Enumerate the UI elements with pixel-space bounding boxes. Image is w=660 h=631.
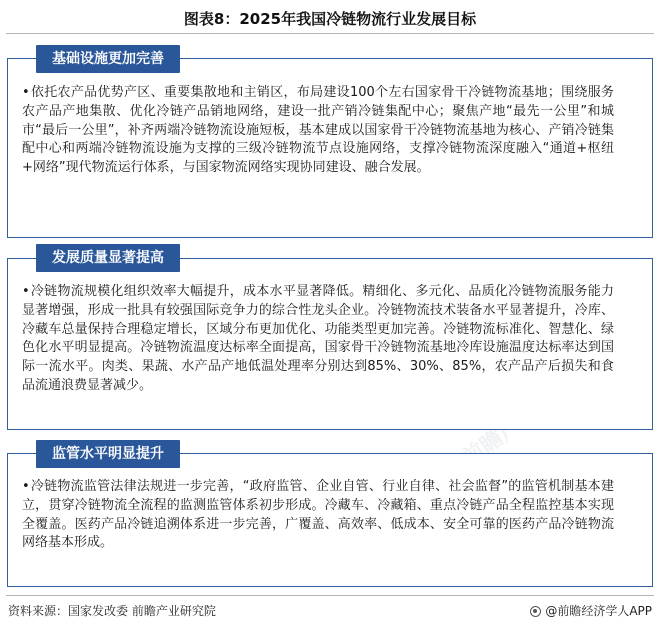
brand-logo-icon	[530, 606, 541, 617]
title-divider	[6, 33, 654, 34]
section-text-quality: 冷链物流规模化组织效率大幅提升，成本水平显著降低。精细化、多元化、品质化冷链物流服务能力显著增强，形成一批具有较强国际竞争力的综合性龙头企业。冷链物流技术装备水平显著提升，冷库、冷藏车总量保持合理稳定增长，区域分布更加优化、功能类型更加完善。冷链物流标准化、智慧化、绿色化水平明显提高。冷链物流温度达标率全面提高，国家骨干冷链物流基地冷库设施温度达标率达到国际一流水平。肉类、果蔬、水产品产地低温处理率分别达到85%、30%、85%，农产品产后损失和食品流通浪费显著减少。	[22, 284, 614, 393]
source-note: 资料来源：国家发改委 前瞻产业研究院	[8, 604, 216, 618]
brand-text: @前瞻经济学人APP	[545, 604, 652, 618]
bullet-icon: •	[22, 284, 30, 299]
section-heading-supervision: 监管水平明显提升	[36, 440, 180, 468]
section-heading-quality: 发展质量显著提高	[36, 244, 180, 272]
section-heading-infrastructure: 基础设施更加完善	[36, 45, 180, 73]
section-body-quality	[22, 283, 614, 396]
section-body-supervision	[22, 478, 614, 553]
bullet-icon: •	[22, 479, 30, 494]
footer-divider	[6, 595, 654, 596]
bullet-icon: •	[22, 85, 30, 100]
section-text-supervision: 冷链物流监管法律法规进一步完善，“政府监管、企业自管、行业自律、社会监督”的监管机制基本建立，贯穿冷链物流全流程的监测监管体系初步形成。冷藏车、冷藏箱、重点冷链产品全程监控基本实现全覆盖。医药产品冷链追溯体系进一步完善，广覆盖、高效率、低成本、安全可靠的医药产品冷链物流网络基本形成。	[22, 479, 614, 551]
chart-title: 图表8：2025年我国冷链物流行业发展目标	[183, 10, 477, 28]
section-body-infrastructure	[22, 84, 614, 178]
section-text-infrastructure: 依托农产品优势产区、重要集散地和主销区，布局建设100个左右国家骨干冷链物流基地；围绕服务农产品产地集散、优化冷链产品销地网络，建设一批产销冷链集配中心；聚焦产地“最先一公里”和城市“最后一公里”，补齐两端冷链物流设施短板，基本建成以国家骨干冷链物流基地为核心、产销冷链集配中心和两端冷链物流设施为支撑的三级冷链物流节点设施网络，支撑冷链物流深度融入“通道+枢纽+网络”现代物流运行体系，与国家物流网络实现协同建设、融合发展。	[22, 85, 614, 176]
brand-credit	[530, 602, 652, 619]
